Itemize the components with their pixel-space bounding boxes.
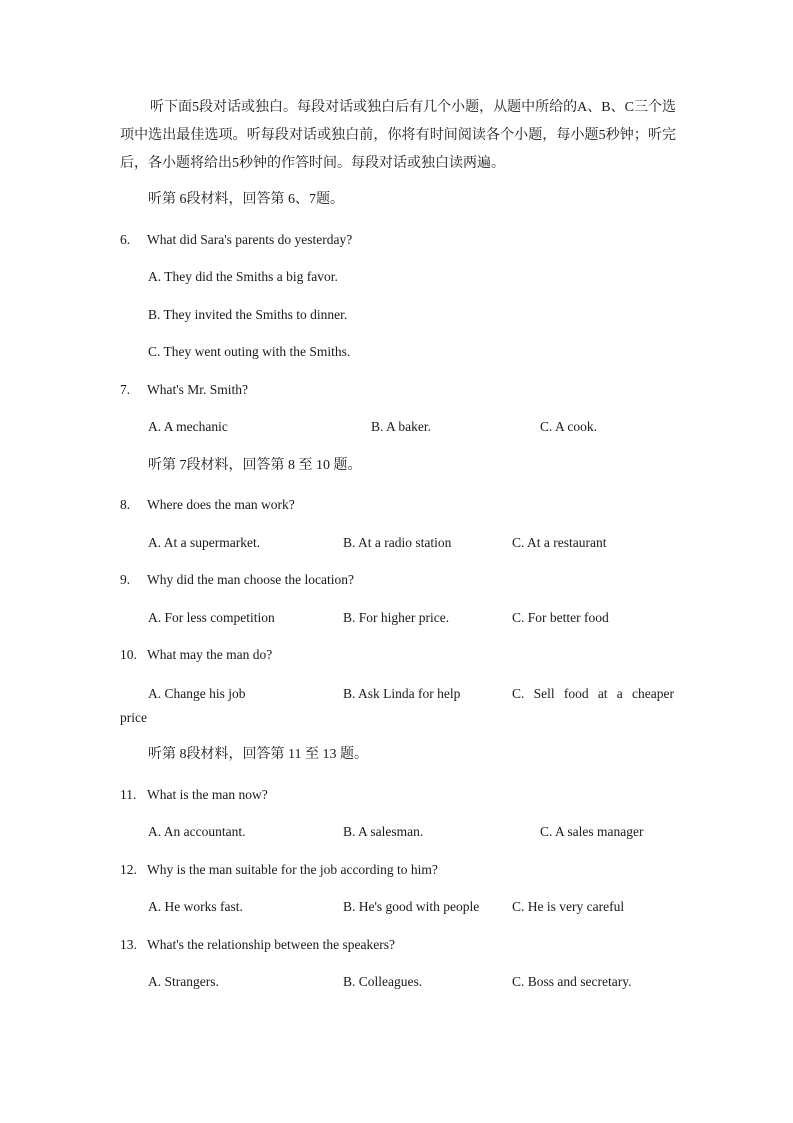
option-6a: A. They did the Smiths a big favor. — [148, 269, 338, 284]
question-text: What is the man now? — [147, 787, 268, 802]
option-12b: B. He's good with people — [343, 899, 480, 914]
option-12c: C. He is very careful — [512, 899, 625, 914]
option-11b: B. A salesman. — [343, 824, 424, 839]
option-11a: A. An accountant. — [148, 824, 246, 839]
option-8b: B. At a radio station — [343, 535, 452, 550]
question-number: 13. — [120, 937, 137, 952]
option-8a: A. At a supermarket. — [148, 535, 261, 550]
option-13c: C. Boss and secretary. — [512, 974, 632, 989]
question-text: Why did the man choose the location? — [147, 572, 354, 587]
option-10b: B. Ask Linda for help — [343, 686, 461, 701]
question-11 — [120, 785, 268, 805]
option-9a: A. For less competition — [148, 610, 275, 625]
question-9 — [120, 570, 354, 590]
question-number: 7. — [120, 382, 131, 397]
question-8 — [120, 495, 295, 515]
option-6b: B. They invited the Smiths to dinner. — [148, 307, 348, 322]
option-10c-word: cheaper — [632, 686, 674, 701]
question-text: What may the man do? — [147, 647, 273, 662]
question-number: 8. — [120, 497, 131, 512]
question-10 — [120, 645, 272, 665]
question-7 — [120, 380, 248, 400]
instructions-paragraph: 听下面5段对话或独白。每段对话或独白后有几个小题，从题中所给的A、B、C三个选项中选出最佳选项。听每段对话或独白前，你将有时间阅读各个小题，每小题5秒钟；听完后，各小题将给出5秒钟的作答时间。每段对话或独白读两遍。 — [120, 100, 676, 171]
section-heading-8: 听第 8段材料，回答第 11 至 13 题。 — [148, 747, 368, 762]
question-13 — [120, 935, 395, 955]
option-10c-word: food — [563, 686, 589, 701]
section-heading-6: 听第 6段材料，回答第 6、7题。 — [148, 192, 344, 207]
option-10c-letter: C. — [512, 686, 525, 701]
question-number: 12. — [120, 862, 137, 877]
option-7c: C. A cook. — [540, 419, 598, 434]
option-10c — [512, 684, 674, 704]
option-9b: B. For higher price. — [343, 610, 450, 625]
question-number: 10. — [120, 647, 137, 662]
option-13a: A. Strangers. — [148, 974, 219, 989]
option-9c: C. For better food — [512, 610, 609, 625]
question-text: Where does the man work? — [147, 497, 295, 512]
option-10c-word: Sell — [533, 686, 555, 701]
option-10a: A. Change his job — [148, 686, 246, 701]
question-text: What did Sara's parents do yesterday? — [147, 232, 353, 247]
question-text: What's the relationship between the speakers? — [147, 937, 395, 952]
option-10c-word: at — [597, 686, 608, 701]
option-6c: C. They went outing with the Smiths. — [148, 344, 351, 359]
option-7b: B. A baker. — [371, 419, 431, 434]
question-text: What's Mr. Smith? — [147, 382, 249, 397]
option-12a: A. He works fast. — [148, 899, 243, 914]
question-text: Why is the man suitable for the job according to him? — [147, 862, 438, 877]
question-6 — [120, 230, 352, 250]
option-10c-continuation: price — [120, 710, 147, 725]
option-11c: C. A sales manager — [540, 824, 644, 839]
section-heading-7: 听第 7段材料，回答第 8 至 10 题。 — [148, 458, 362, 473]
option-13b: B. Colleagues. — [343, 974, 423, 989]
question-number: 9. — [120, 572, 131, 587]
option-10c-word: a — [616, 686, 623, 701]
option-8c: C. At a restaurant — [512, 535, 607, 550]
question-number: 6. — [120, 232, 131, 247]
question-12 — [120, 860, 438, 880]
question-number: 11. — [120, 787, 137, 802]
option-7a: A. A mechanic — [148, 419, 228, 434]
